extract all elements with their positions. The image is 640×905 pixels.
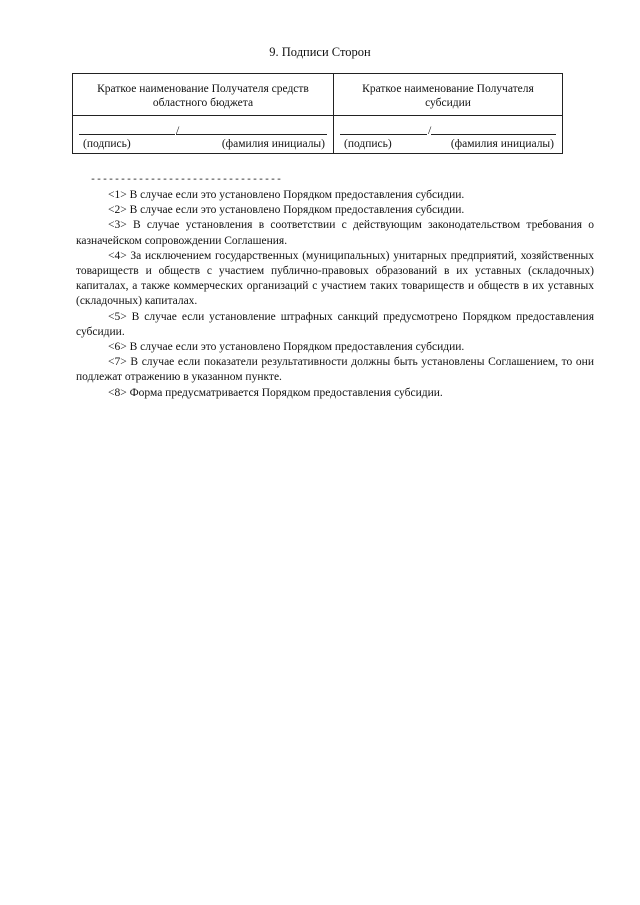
section-title: 9. Подписи Сторон bbox=[269, 45, 371, 59]
footnote-separator: -------------------------------- bbox=[90, 175, 283, 186]
footnote-1: <1> В случае если это установлено Порядком предоставления субсидии. bbox=[108, 189, 465, 201]
right-signature-line bbox=[338, 118, 558, 137]
footnote-3: <3> В случае установления в соответствии с действующим законодательством требования о казначейском сопровождении Соглашения. bbox=[76, 219, 594, 247]
footnote-8: <8> Форма предусматривается Порядком предоставления субсидии. bbox=[108, 386, 443, 399]
footnote-7: <7> В случае если показатели результативности должны быть установлены Соглашением, то они подлежат отражению в указанном пункте. bbox=[76, 356, 594, 384]
right-name-blank bbox=[431, 134, 556, 135]
right-signature-caption: (подпись) bbox=[344, 138, 392, 150]
left-name-blank bbox=[176, 134, 327, 135]
right-signature-captions bbox=[338, 137, 558, 153]
left-signature-line bbox=[77, 118, 329, 137]
right-party-heading: Краткое наименование Получателя субсидии bbox=[334, 74, 563, 116]
left-party-heading: Краткое наименование Получателя средств областного бюджета bbox=[73, 74, 334, 116]
left-signature-blank bbox=[79, 134, 175, 135]
right-name-caption: (фамилия инициалы) bbox=[450, 138, 554, 150]
left-signature-caption: (подпись) bbox=[83, 138, 131, 150]
footnote-6: <6> В случае если это установлено Порядком предоставления субсидии. bbox=[108, 341, 465, 354]
footnote-5: <5> В случае если установление штрафных санкций предусмотрено Порядком предоставления субсидии. bbox=[76, 310, 594, 338]
footnotes bbox=[76, 188, 594, 401]
left-signature-cell bbox=[73, 116, 334, 154]
signatures-table bbox=[72, 73, 563, 154]
footnote-4: <4> За исключением государственных (муниципальных) унитарных предприятий, хозяйственных товариществ и обществ с участием публично-правовых образований в их уставных (складочных) капиталах, а также коммерческих организаций с участием таких товариществ и обществ в их уставных (складочных) капиталах. bbox=[76, 249, 594, 308]
left-name-caption: (фамилия инициалы) bbox=[221, 138, 325, 150]
footnote-2: <2> В случае если это установлено Порядком предоставления субсидии. bbox=[108, 204, 465, 217]
right-signature-cell bbox=[334, 116, 563, 154]
right-signature-slash: / bbox=[428, 123, 432, 137]
right-signature-blank bbox=[340, 134, 427, 135]
left-signature-slash: / bbox=[176, 123, 180, 137]
signatures-sign-row bbox=[73, 116, 563, 154]
signatures-header-row bbox=[73, 74, 563, 116]
left-signature-captions bbox=[77, 137, 329, 153]
